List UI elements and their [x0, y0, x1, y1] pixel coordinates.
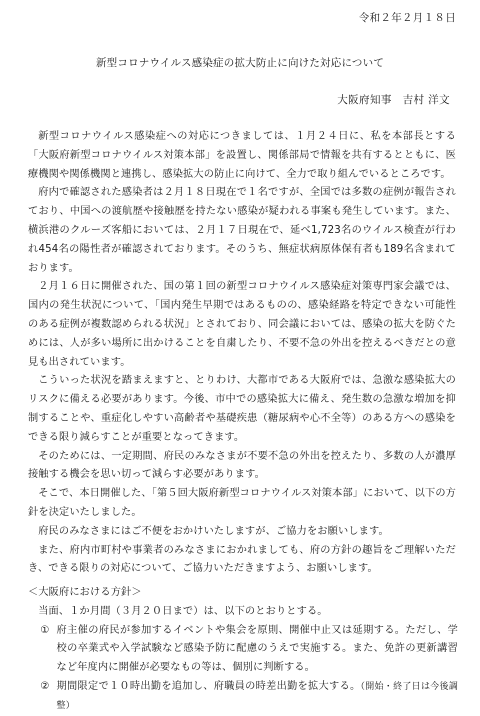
body-paragraph: そこで、本日開催した、「第５回大阪府新型コロナウイルス対策本部」において、以下の方針を決定いたしました。 — [28, 488, 456, 518]
body-paragraph: こういった状況を踏まえますと、とりわけ、大都市である大阪府では、急激な感染拡大のリスクに備える必要があります。今後、市中での感染拡大に備え、発生数の急激な増加を抑制することや、重症化しやすい高齢者や基礎疾患（糖尿病や心不全等）のある方への感染をできる限り減らすことが重要となってきます。 — [28, 375, 456, 443]
policy-item — [28, 622, 458, 678]
document-body — [28, 128, 456, 579]
document-date: 令和２年２月１８日 — [358, 12, 456, 24]
policy-item-text: 府主催の府民が参加するイベントや集会を原則、開催中止又は延期する。ただし、学校の卒業式や入学試験など感染予防に配慮のうえで実施する。また、免許の更新講習など年度内に開催が必要なもの等は、個別に判断する。 — [56, 624, 458, 674]
policy-item — [28, 678, 458, 716]
body-paragraph: 新型コロナウイルス感染症への対応につきましては、１月２４日に、私を本部長とする「大阪府新型コロナウイルス対策本部」を設置し、関係部局で情報を共有するとともに、医療機関や関係機関と連携し、感染拡大の防止に向けて、全力で取り組んでいるところです。 — [28, 131, 456, 180]
policy-item-text: 期間限定で１０時出勤を追加し、府職員の時差出勤を拡大する。 — [56, 680, 361, 692]
policy-section — [28, 584, 458, 716]
policy-item-number: ① — [40, 624, 50, 636]
body-paragraph: そのためには、一定期間、府民のみなさまが不要不急の外出を控えたり、多数の人が濃厚接触する機会を思い切って減らす必要があります。 — [28, 450, 456, 481]
document-title: 新型コロナウイルス感染症の拡大防止に向けた対応について — [95, 57, 385, 69]
body-paragraph: また、府内市町村や事業者のみなさまにおかれましても、府の方針の趣旨をご理解いただき、できる限りの対応について、ご協力いただきますよう、お願いします。 — [28, 544, 456, 575]
document-author: 大阪府知事 吉村 洋文 — [337, 94, 450, 106]
policy-item-note: （開始・終了日は今後調整） — [56, 681, 458, 711]
policy-heading: ＜大阪府における方針＞ — [28, 587, 142, 598]
policy-item-number: ② — [40, 680, 50, 692]
body-paragraph: 府民のみなさまにはご不便をおかけいたしますが、ご協力をお願いします。 — [38, 525, 389, 537]
body-paragraph: ２月１６日に開催された、国の第１回の新型コロナウイルス感染症対策専門家会議では、国内の発生状況について、「国内発生早期ではあるものの、感染経路を特定できない可能性のある症例が複数認められる状況」とされており、同会議においては、感染の拡大を防ぐためには、人が多い場所に出かけることを自粛したり、不要不急の外出を控えるべきだとの意見も出されています。 — [28, 281, 456, 368]
policy-lead: 当面、１か月間（３月２０日まで）は、以下のとおりとする。 — [38, 605, 328, 617]
body-paragraph: 府内で確認された感染者は２月１８日現在で１名ですが、全国では多数の症例が報告されており、中国への渡航歴や接触歴を持たない感染が疑われる事案も発生しています。また、横浜港のクルーズ客船においては、２月１７日現在で、延べ1,723名のウイルス検査が行われ454名の陽性者が確認されております。そのうち、無症状病原体保有者も189名含まれております。 — [28, 187, 456, 274]
policy-item-text-wrap — [57, 678, 458, 716]
